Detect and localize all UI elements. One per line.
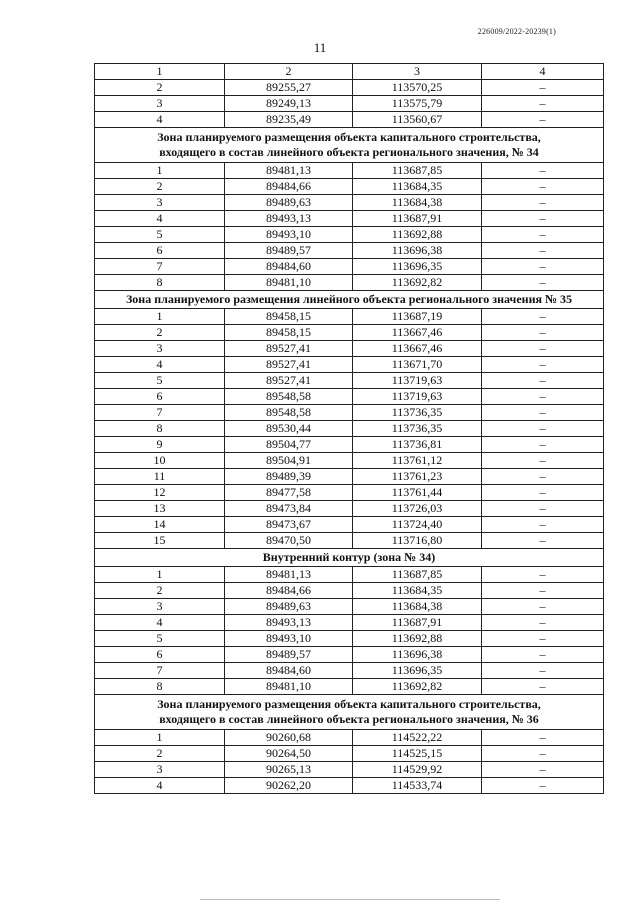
x-coordinate-cell: 89527,41 xyxy=(225,357,353,373)
table-row xyxy=(95,533,604,549)
x-coordinate-cell: 89470,50 xyxy=(225,533,353,549)
y-coordinate-cell: 113667,46 xyxy=(353,341,482,357)
table-row xyxy=(95,275,604,291)
zone-heading xyxy=(95,695,604,730)
x-coordinate-cell: 89489,57 xyxy=(225,243,353,259)
y-coordinate-cell: 113736,35 xyxy=(353,421,482,437)
table-row xyxy=(95,112,604,128)
x-coordinate-cell: 89484,60 xyxy=(225,259,353,275)
point-number-cell: 2 xyxy=(95,80,225,96)
table-row xyxy=(95,453,604,469)
y-coordinate-cell: 113696,35 xyxy=(353,663,482,679)
y-coordinate-cell: 113687,85 xyxy=(353,567,482,583)
x-coordinate-cell: 89235,49 xyxy=(225,112,353,128)
table-row xyxy=(95,679,604,695)
x-coordinate-cell: 89484,66 xyxy=(225,583,353,599)
note-cell: – xyxy=(482,533,604,549)
column-header-3: 3 xyxy=(353,64,482,80)
point-number-cell: 3 xyxy=(95,341,225,357)
note-cell: – xyxy=(482,259,604,275)
y-coordinate-cell: 113719,63 xyxy=(353,389,482,405)
point-number-cell: 5 xyxy=(95,631,225,647)
note-cell: – xyxy=(482,453,604,469)
point-number-cell: 3 xyxy=(95,195,225,211)
y-coordinate-cell: 113761,23 xyxy=(353,469,482,485)
table-row xyxy=(95,325,604,341)
x-coordinate-cell: 89489,39 xyxy=(225,469,353,485)
table-row xyxy=(95,259,604,275)
table-row xyxy=(95,96,604,112)
x-coordinate-cell: 89481,13 xyxy=(225,163,353,179)
x-coordinate-cell: 90264,50 xyxy=(225,746,353,762)
table-row xyxy=(95,309,604,325)
point-number-cell: 1 xyxy=(95,163,225,179)
x-coordinate-cell: 89504,91 xyxy=(225,453,353,469)
y-coordinate-cell: 114525,15 xyxy=(353,746,482,762)
table-row xyxy=(95,80,604,96)
x-coordinate-cell: 89481,10 xyxy=(225,679,353,695)
point-number-cell: 8 xyxy=(95,421,225,437)
y-coordinate-cell: 113761,44 xyxy=(353,485,482,501)
table-row xyxy=(95,357,604,373)
x-coordinate-cell: 89493,13 xyxy=(225,211,353,227)
note-cell: – xyxy=(482,373,604,389)
point-number-cell: 10 xyxy=(95,453,225,469)
point-number-cell: 11 xyxy=(95,469,225,485)
note-cell: – xyxy=(482,179,604,195)
x-coordinate-cell: 89489,63 xyxy=(225,599,353,615)
point-number-cell: 4 xyxy=(95,112,225,128)
x-coordinate-cell: 90260,68 xyxy=(225,730,353,746)
point-number-cell: 8 xyxy=(95,679,225,695)
table-row xyxy=(95,163,604,179)
point-number-cell: 6 xyxy=(95,647,225,663)
table-row xyxy=(95,746,604,762)
x-coordinate-cell: 89484,60 xyxy=(225,663,353,679)
point-number-cell: 2 xyxy=(95,583,225,599)
zone-heading-line: Зона планируемого размещения объекта капитального строительства, xyxy=(157,130,541,144)
y-coordinate-cell: 113692,82 xyxy=(353,679,482,695)
y-coordinate-cell: 113687,85 xyxy=(353,163,482,179)
note-cell: – xyxy=(482,631,604,647)
point-number-cell: 8 xyxy=(95,275,225,291)
note-cell: – xyxy=(482,389,604,405)
note-cell: – xyxy=(482,357,604,373)
coordinates-table-body xyxy=(95,64,604,794)
point-number-cell: 5 xyxy=(95,227,225,243)
zone-heading-line: Зона планируемого размещения объекта капитального строительства, xyxy=(157,697,541,711)
note-cell: – xyxy=(482,762,604,778)
note-cell: – xyxy=(482,421,604,437)
table-row xyxy=(95,195,604,211)
table-row xyxy=(95,405,604,421)
y-coordinate-cell: 113687,19 xyxy=(353,309,482,325)
y-coordinate-cell: 113696,38 xyxy=(353,243,482,259)
table-row xyxy=(95,663,604,679)
y-coordinate-cell: 113724,40 xyxy=(353,517,482,533)
x-coordinate-cell: 90262,20 xyxy=(225,778,353,794)
point-number-cell: 3 xyxy=(95,96,225,112)
note-cell: – xyxy=(482,275,604,291)
table-row xyxy=(95,179,604,195)
note-cell: – xyxy=(482,746,604,762)
point-number-cell: 4 xyxy=(95,211,225,227)
y-coordinate-cell: 113719,63 xyxy=(353,373,482,389)
y-coordinate-cell: 113687,91 xyxy=(353,211,482,227)
x-coordinate-cell: 89477,58 xyxy=(225,485,353,501)
point-number-cell: 6 xyxy=(95,389,225,405)
y-coordinate-cell: 113667,46 xyxy=(353,325,482,341)
zone-heading xyxy=(95,291,604,309)
table-row xyxy=(95,615,604,631)
point-number-cell: 3 xyxy=(95,599,225,615)
table-header-row xyxy=(95,64,604,80)
y-coordinate-cell: 113575,79 xyxy=(353,96,482,112)
x-coordinate-cell: 89458,15 xyxy=(225,309,353,325)
point-number-cell: 2 xyxy=(95,179,225,195)
x-coordinate-cell: 89493,10 xyxy=(225,631,353,647)
table-row xyxy=(95,778,604,794)
x-coordinate-cell: 89255,27 xyxy=(225,80,353,96)
note-cell: – xyxy=(482,730,604,746)
table-row xyxy=(95,211,604,227)
note-cell: – xyxy=(482,517,604,533)
table-row xyxy=(95,567,604,583)
point-number-cell: 1 xyxy=(95,567,225,583)
x-coordinate-cell: 89481,10 xyxy=(225,275,353,291)
footer-scan-line xyxy=(200,899,500,900)
point-number-cell: 7 xyxy=(95,663,225,679)
y-coordinate-cell: 113684,35 xyxy=(353,583,482,599)
x-coordinate-cell: 89473,84 xyxy=(225,501,353,517)
y-coordinate-cell: 113761,12 xyxy=(353,453,482,469)
point-number-cell: 3 xyxy=(95,762,225,778)
table-row xyxy=(95,599,604,615)
note-cell: – xyxy=(482,309,604,325)
zone-heading-row xyxy=(95,291,604,309)
document-number: 226009/2022-20239(1) xyxy=(477,27,556,36)
note-cell: – xyxy=(482,599,604,615)
y-coordinate-cell: 113692,88 xyxy=(353,631,482,647)
zone-heading xyxy=(95,128,604,163)
note-cell: – xyxy=(482,227,604,243)
zone-heading-line: входящего в состав линейного объекта регионального значения, № 36 xyxy=(159,712,539,726)
y-coordinate-cell: 113736,35 xyxy=(353,405,482,421)
note-cell: – xyxy=(482,583,604,599)
point-number-cell: 4 xyxy=(95,357,225,373)
note-cell: – xyxy=(482,485,604,501)
table-row xyxy=(95,631,604,647)
table-row xyxy=(95,437,604,453)
table-row xyxy=(95,421,604,437)
note-cell: – xyxy=(482,163,604,179)
y-coordinate-cell: 113736,81 xyxy=(353,437,482,453)
y-coordinate-cell: 113684,38 xyxy=(353,599,482,615)
table-row xyxy=(95,517,604,533)
note-cell: – xyxy=(482,211,604,227)
point-number-cell: 2 xyxy=(95,746,225,762)
table-row xyxy=(95,501,604,517)
x-coordinate-cell: 89527,41 xyxy=(225,373,353,389)
note-cell: – xyxy=(482,501,604,517)
note-cell: – xyxy=(482,195,604,211)
y-coordinate-cell: 114522,22 xyxy=(353,730,482,746)
note-cell: – xyxy=(482,567,604,583)
point-number-cell: 2 xyxy=(95,325,225,341)
point-number-cell: 7 xyxy=(95,259,225,275)
point-number-cell: 1 xyxy=(95,309,225,325)
note-cell: – xyxy=(482,405,604,421)
table-row xyxy=(95,469,604,485)
note-cell: – xyxy=(482,679,604,695)
zone-heading-line: входящего в состав линейного объекта регионального значения, № 34 xyxy=(159,145,539,159)
table-row xyxy=(95,373,604,389)
y-coordinate-cell: 113696,35 xyxy=(353,259,482,275)
x-coordinate-cell: 89493,10 xyxy=(225,227,353,243)
note-cell: – xyxy=(482,341,604,357)
note-cell: – xyxy=(482,243,604,259)
point-number-cell: 7 xyxy=(95,405,225,421)
table-row xyxy=(95,647,604,663)
point-number-cell: 13 xyxy=(95,501,225,517)
y-coordinate-cell: 113671,70 xyxy=(353,357,482,373)
x-coordinate-cell: 90265,13 xyxy=(225,762,353,778)
y-coordinate-cell: 114529,92 xyxy=(353,762,482,778)
column-header-1: 1 xyxy=(95,64,225,80)
note-cell: – xyxy=(482,80,604,96)
y-coordinate-cell: 113687,91 xyxy=(353,615,482,631)
y-coordinate-cell: 113692,82 xyxy=(353,275,482,291)
note-cell: – xyxy=(482,647,604,663)
y-coordinate-cell: 113684,35 xyxy=(353,179,482,195)
x-coordinate-cell: 89527,41 xyxy=(225,341,353,357)
page-number: 11 xyxy=(313,40,327,55)
y-coordinate-cell: 113692,88 xyxy=(353,227,482,243)
point-number-cell: 14 xyxy=(95,517,225,533)
y-coordinate-cell: 113570,25 xyxy=(353,80,482,96)
table-row xyxy=(95,389,604,405)
point-number-cell: 1 xyxy=(95,730,225,746)
y-coordinate-cell: 113560,67 xyxy=(353,112,482,128)
table-row xyxy=(95,243,604,259)
coordinates-table xyxy=(94,63,604,794)
zone-heading-row xyxy=(95,549,604,567)
note-cell: – xyxy=(482,96,604,112)
note-cell: – xyxy=(482,778,604,794)
x-coordinate-cell: 89458,15 xyxy=(225,325,353,341)
point-number-cell: 6 xyxy=(95,243,225,259)
column-header-2: 2 xyxy=(225,64,353,80)
note-cell: – xyxy=(482,437,604,453)
table-row xyxy=(95,227,604,243)
point-number-cell: 9 xyxy=(95,437,225,453)
x-coordinate-cell: 89530,44 xyxy=(225,421,353,437)
x-coordinate-cell: 89489,57 xyxy=(225,647,353,663)
x-coordinate-cell: 89504,77 xyxy=(225,437,353,453)
table-row xyxy=(95,583,604,599)
x-coordinate-cell: 89548,58 xyxy=(225,405,353,421)
note-cell: – xyxy=(482,112,604,128)
table-row xyxy=(95,762,604,778)
x-coordinate-cell: 89484,66 xyxy=(225,179,353,195)
column-header-4: 4 xyxy=(482,64,604,80)
x-coordinate-cell: 89489,63 xyxy=(225,195,353,211)
table-row xyxy=(95,341,604,357)
y-coordinate-cell: 113726,03 xyxy=(353,501,482,517)
note-cell: – xyxy=(482,615,604,631)
x-coordinate-cell: 89481,13 xyxy=(225,567,353,583)
x-coordinate-cell: 89493,13 xyxy=(225,615,353,631)
note-cell: – xyxy=(482,469,604,485)
x-coordinate-cell: 89249,13 xyxy=(225,96,353,112)
point-number-cell: 12 xyxy=(95,485,225,501)
y-coordinate-cell: 114533,74 xyxy=(353,778,482,794)
y-coordinate-cell: 113696,38 xyxy=(353,647,482,663)
zone-heading-line: Зона планируемого размещения линейного объекта регионального значения № 35 xyxy=(125,292,573,306)
zone-heading-row xyxy=(95,128,604,163)
point-number-cell: 4 xyxy=(95,615,225,631)
x-coordinate-cell: 89473,67 xyxy=(225,517,353,533)
note-cell: – xyxy=(482,325,604,341)
y-coordinate-cell: 113716,80 xyxy=(353,533,482,549)
table-row xyxy=(95,485,604,501)
table-row xyxy=(95,730,604,746)
point-number-cell: 4 xyxy=(95,778,225,794)
point-number-cell: 15 xyxy=(95,533,225,549)
x-coordinate-cell: 89548,58 xyxy=(225,389,353,405)
zone-heading-row xyxy=(95,695,604,730)
note-cell: – xyxy=(482,663,604,679)
y-coordinate-cell: 113684,38 xyxy=(353,195,482,211)
point-number-cell: 5 xyxy=(95,373,225,389)
zone-heading xyxy=(95,549,604,567)
zone-heading-line: Внутренний контур (зона № 34) xyxy=(262,550,436,564)
